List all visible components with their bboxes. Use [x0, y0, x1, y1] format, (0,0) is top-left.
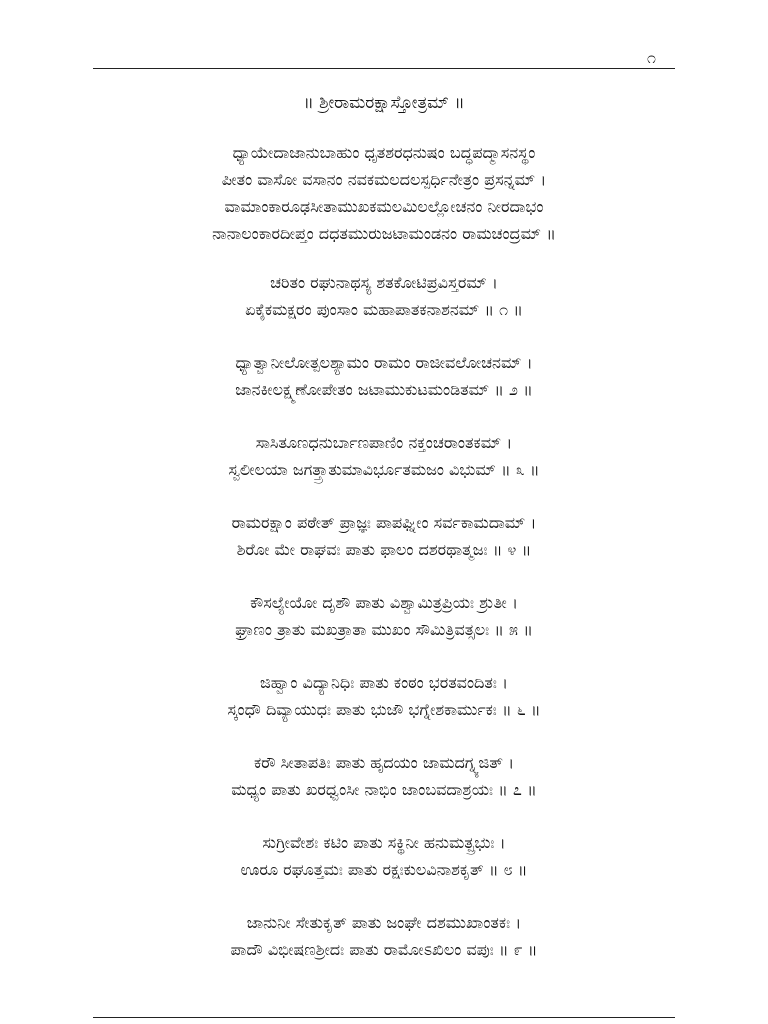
document-body	[93, 88, 675, 989]
verse-6	[93, 669, 675, 723]
verse-line: ಊರೂ ರಘೂತ್ತಮಃ ಪಾತು ರಕ್ಷಃಕುಲವಿನಾಶಕೃತ್ ॥ ೮ ॥	[240, 860, 528, 879]
header-rule	[93, 68, 675, 69]
verse-line: ಏಕೈಕಮಕ್ಷರಂ ಪುಂಸಾಂ ಮಹಾಪಾತಕನಾಶನಮ್ ॥ ೧ ॥	[245, 300, 523, 319]
invocation-line: ಧ್ಯಾಯೇದಾಜಾನುಬಾಹುಂ ಧೃತಶರಧನುಷಂ ಬದ್ಧಪದ್ಮಾಸನಸ್ಥಂ	[232, 143, 536, 162]
verse-4	[93, 509, 675, 563]
verse-line: ಕೌಸಲ್ಯೇಯೋ ದೃಶೌ ಪಾತು ವಿಶ್ವಾಮಿತ್ರಪ್ರಿಯಃ ಶ್ರುತೀ ।	[250, 593, 518, 612]
verse-5	[93, 589, 675, 643]
footer-rule	[93, 1017, 675, 1018]
verse-line: ಜಿಹ್ವಾಂ ವಿದ್ಯಾನಿಧಿಃ ಪಾತು ಕಂಠಂ ಭರತವಂದಿತಃ ।	[259, 673, 509, 692]
verse-3	[93, 429, 675, 483]
verse-8	[93, 829, 675, 883]
verse-line: ಶಿರೋ ಮೇ ರಾಘವಃ ಪಾತು ಫಾಲಂ ದಶರಥಾತ್ಮಜಃ ॥ ೪ ॥	[236, 540, 532, 559]
verse-line: ಘ್ರಾಣಂ ತ್ರಾತು ಮಖತ್ರಾತಾ ಮುಖಂ ಸೌಮಿತ್ರಿವತ್ಸಲಃ ॥ ೫ ॥	[235, 620, 533, 639]
invocation-line: ಪೀತಂ ವಾಸೋ ವಸಾನಂ ನವಕಮಲದಲಸ್ಪರ್ಧಿನೇತ್ರಂ ಪ್ರಸನ್ನಮ್ ।	[221, 170, 547, 189]
verse-2	[93, 349, 675, 403]
invocation-line: ನಾನಾಲಂಕಾರದೀಪ್ತಂ ದಧತಮುರುಜಟಾಮಂಡನಂ ರಾಮಚಂದ್ರಮ್ ॥	[212, 224, 556, 243]
invocation-stanza	[93, 139, 675, 247]
verse-line: ಕರೌ ಸೀತಾಪತಿಃ ಪಾತು ಹೃದಯಂ ಜಾಮದಗ್ನ್ಯಜಿತ್ ।	[253, 753, 515, 772]
verse-line: ಜಾನಕೀಲಕ್ಷ್ಮಣೋಪೇತಂ ಜಟಾಮುಕುಟಮಂಡಿತಮ್ ॥ ೨ ॥	[235, 380, 533, 399]
verse-line: ಚರಿತಂ ರಘುನಾಥಸ್ಯ ಶತಕೋಟಿಪ್ರವಿಸ್ತರಮ್ ।	[270, 273, 498, 292]
verse-line: ಧ್ಯಾತ್ವಾನೀಲೋತ್ಪಲಶ್ಯಾಮಂ ರಾಮಂ ರಾಜೀವಲೋಚನಮ್ ।	[235, 353, 533, 372]
page-number: ೧	[647, 48, 656, 67]
verse-line: ಸಾಸಿತೂಣಧನುರ್ಬಾಣಪಾಣಿಂ ನಕ್ತಂಚರಾಂತಕಮ್ ।	[255, 433, 513, 452]
verse-line: ಮಧ್ಯಂ ಪಾತು ಖರಧ್ವಂಸೀ ನಾಭಿಂ ಜಾಂಬವದಾಶ್ರಯಃ ॥ ೭ ॥	[231, 780, 537, 799]
invocation-line: ವಾಮಾಂಕಾರೂಢಸೀತಾಮುಖಕಮಲಮಿಲಲ್ಲೋಚನಂ ನೀರದಾಭಂ	[224, 197, 544, 216]
stotra-title: ॥ ಶ್ರೀರಾಮರಕ್ಷಾಸ್ತೋತ್ರಮ್ ॥	[303, 93, 465, 113]
verse-7	[93, 749, 675, 803]
verse-line: ರಾಮರಕ್ಷಾಂ ಪಠೇತ್ ಪ್ರಾಜ್ಞಃ ಪಾಪಘ್ನೀಂ ಸರ್ವಕಾಮದಾಮ್ ।	[231, 513, 537, 532]
verse-line: ಸುಗ್ರೀವೇಶಃ ಕಟಿಂ ಪಾತು ಸಕ್ಥಿನೀ ಹನುಮತ್ಪ್ರಭುಃ ।	[262, 833, 506, 852]
verse-line: ಸ್ಕಂಧೌ ದಿವ್ಯಾಯುಧಃ ಪಾತು ಭುಜೌ ಭಗ್ನೇಶಕಾರ್ಮುಕಃ ॥ ೬ ॥	[227, 700, 541, 719]
verse-1	[93, 269, 675, 323]
verse-9	[93, 909, 675, 963]
verse-line: ಸ್ವಲೀಲಯಾ ಜಗತ್ತ್ರಾತುಮಾವಿರ್ಭೂತಮಜಂ ವಿಭುಮ್ ॥ ೩ ॥	[228, 460, 540, 479]
verse-line: ಜಾನುನೀ ಸೇತುಕೃತ್ ಪಾತು ಜಂಘೇ ದಶಮುಖಾಂತಕಃ ।	[246, 913, 522, 932]
verse-line: ಪಾದೌ ವಿಭೀಷಣಶ್ರೀದಃ ಪಾತು ರಾಮೋಽಖಿಲಂ ವಪುಃ ॥ ೯ ॥	[230, 940, 538, 959]
